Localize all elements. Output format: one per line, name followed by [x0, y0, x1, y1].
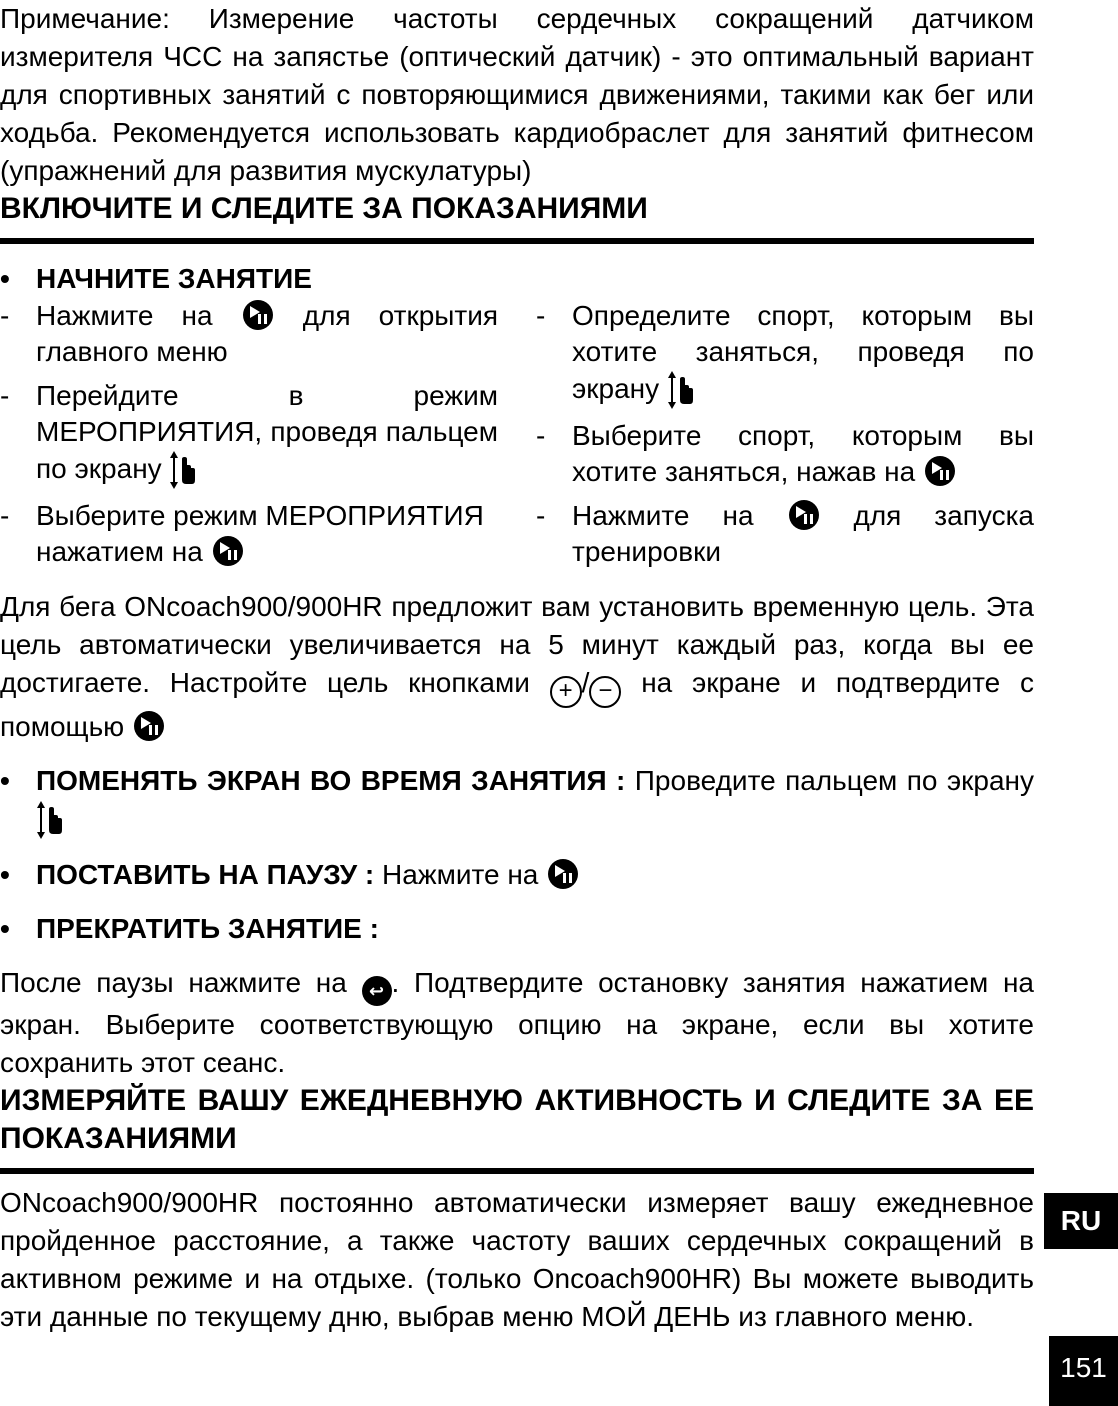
- section-heading-daily: ИЗМЕРЯЙТЕ ВАШУ ЕЖЕДНЕВНУЮ АКТИВНОСТЬ И СЛЕДИТЕ ЗА ЕЕ ПОКАЗАНИЯМИ: [0, 1084, 1034, 1155]
- note-paragraph: Примечание: Измерение частоты сердечных сокращений датчиком измерителя ЧСС на запястье (оптический датчик) - это оптимальный вариант для спортивных занятий с повторяющимися движениями, такими как бег или ходьба. Рекомендуется использовать кардиобраслет для занятий фитнесом (упражнений для развития мускулатуры): [0, 3, 1034, 186]
- start-activity-title: • НАЧНИТЕ ЗАНЯТИЕ: [0, 260, 1034, 298]
- daily-paragraph: ONcoach900/900HR постоянно автоматически измеряет вашу ежедневное пройденное расстояние, а также частоту ваших сердечных сокращений в активном режиме и на отдыхе. (только Oncoach900HR) Вы можете выводить эти данные по текущему дню, выбрав меню МОЙ ДЕНЬ из главного меню.: [0, 1187, 1034, 1332]
- swipe-icon: [667, 370, 695, 410]
- steps-left-column: [0, 298, 498, 578]
- stop-paragraph: После паузы нажмите на ↩ . Подтвердите остановку занятия нажатием на экран. Выберите соответствующую опцию на экране, если вы хотите сохранить этот сеанс.: [0, 967, 1034, 1078]
- step-start-training: - Нажмите на для запуска тренировки: [536, 500, 1034, 567]
- page-number: 151: [1049, 1336, 1118, 1406]
- stop-item: • ПРЕКРАТИТЬ ЗАНЯТИЕ :: [0, 913, 379, 944]
- swipe-icon: [169, 450, 197, 490]
- language-tab: RU: [1044, 1193, 1118, 1249]
- play-pause-icon: [213, 536, 243, 566]
- goal-paragraph: Для бега ONcoach900/900HR предложит вам установить временную цель. Эта цель автоматически увеличивается на 5 минут каждый раз, когда вы ее достигаете. Настройте цель кнопками + / − на экране и подтвердите с помощью: [0, 591, 1035, 742]
- pause-item: • ПОСТАВИТЬ НА ПАУЗУ : Нажмите на: [0, 856, 1034, 894]
- play-pause-icon: [925, 456, 955, 486]
- back-icon: ↩: [362, 976, 392, 1006]
- minus-icon: −: [589, 676, 621, 708]
- play-pause-icon: [789, 500, 819, 530]
- step-find-sport: - Определите спорт, которым вы хотите заняться, проведя по экрану: [536, 298, 1034, 410]
- steps-right-column: [536, 298, 1034, 578]
- play-pause-icon: [548, 859, 578, 889]
- play-pause-icon: [134, 711, 164, 741]
- swipe-icon: [36, 800, 64, 840]
- step-go-activities: - Перейдите в режим МЕРОПРИЯТИЯ, проведя пальцем по экрану: [0, 378, 498, 490]
- plus-icon: +: [550, 676, 582, 708]
- play-pause-icon: [243, 300, 273, 330]
- step-select-activities: - Выберите режим МЕРОПРИЯТИЯ нажатием на: [0, 500, 484, 567]
- change-screen-item: • ПОМЕНЯТЬ ЭКРАН ВО ВРЕМЯ ЗАНЯТИЯ : Проведите пальцем по экрану: [0, 762, 1034, 840]
- start-steps: [0, 298, 1034, 578]
- step-open-menu: - Нажмите на для открытия главного меню: [0, 300, 499, 367]
- step-choose-sport: - Выберите спорт, которым вы хотите заняться, нажав на: [536, 420, 1034, 487]
- bullet: •: [0, 263, 10, 294]
- section-heading-start: ВКЛЮЧИТЕ И СЛЕДИТЕ ЗА ПОКАЗАНИЯМИ: [0, 192, 648, 225]
